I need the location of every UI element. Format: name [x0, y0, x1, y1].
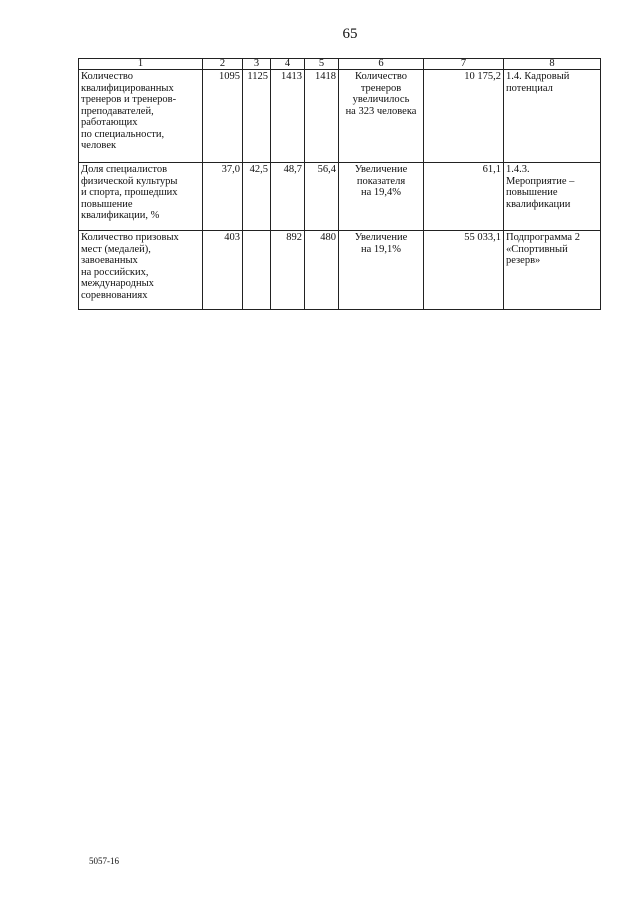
change-line: увеличилось: [352, 94, 410, 105]
indicator-line: работающих: [81, 117, 138, 128]
change-line: тренеров: [360, 82, 402, 94]
indicator-line: Количество: [81, 71, 134, 82]
value-cell: 48,7: [271, 163, 305, 231]
indicator-line: преподавателей,: [81, 105, 154, 117]
column-header: 3: [243, 59, 271, 70]
change-line: на 19,4%: [360, 187, 402, 198]
column-header: 7: [424, 59, 504, 70]
table-row: [79, 231, 601, 310]
program-line: «Спортивный: [506, 243, 568, 255]
indicator-cell: [79, 163, 203, 231]
program-line: 1.4.3.: [506, 164, 530, 175]
value-cell: 42,5: [243, 163, 271, 231]
program-line: резерв»: [506, 255, 541, 266]
column-header: 5: [305, 59, 339, 70]
program-cell: [504, 70, 601, 163]
change-line: на 323 человека: [345, 105, 417, 117]
indicator-line: по специальности,: [81, 128, 165, 140]
indicator-line: физической культуры: [81, 175, 178, 187]
program-line: 1.4. Кадровый: [506, 71, 570, 82]
indicator-line: мест (медалей),: [81, 243, 151, 255]
cost-cell: 10 175,2: [424, 70, 504, 163]
indicator-line: Доля специалистов: [81, 164, 168, 175]
change-line: Количество: [354, 71, 408, 82]
column-header: 1: [79, 59, 203, 70]
change-line: показателя: [356, 175, 406, 187]
document-code: 5057-16: [89, 856, 119, 866]
program-cell: [504, 231, 601, 310]
value-cell: 1095: [203, 70, 243, 163]
program-line: повышение: [506, 187, 558, 198]
table-row: [79, 163, 601, 231]
value-cell: 56,4: [305, 163, 339, 231]
indicator-line: квалификации, %: [81, 210, 160, 221]
column-header: 4: [271, 59, 305, 70]
cost-cell: 61,1: [424, 163, 504, 231]
change-cell: [339, 231, 424, 310]
value-cell: 892: [271, 231, 305, 310]
table-row: [79, 70, 601, 163]
indicator-line: тренеров и тренеров-: [81, 94, 177, 105]
column-header: 8: [504, 59, 601, 70]
program-line: Мероприятие –: [506, 175, 575, 187]
indicator-cell: [79, 231, 203, 310]
value-cell: 1413: [271, 70, 305, 163]
indicator-line: повышение: [81, 198, 133, 210]
indicators-table: [78, 58, 601, 310]
page-number: 65: [342, 26, 358, 42]
program-line: квалификации: [506, 198, 571, 210]
value-cell: 1418: [305, 70, 339, 163]
indicator-line: завоеванных: [81, 255, 138, 266]
change-line: на 19,1%: [360, 243, 402, 255]
change-line: Увеличение: [354, 164, 408, 175]
indicator-cell: [79, 70, 203, 163]
program-cell: [504, 163, 601, 231]
indicator-line: квалифицированных: [81, 82, 174, 94]
column-header: 6: [339, 59, 424, 70]
indicator-line: человек: [81, 140, 117, 151]
change-cell: [339, 70, 424, 163]
value-cell: 1125: [243, 70, 271, 163]
indicator-line: и спорта, прошедших: [81, 187, 178, 198]
change-line: Увеличение: [354, 232, 408, 243]
value-cell: 37,0: [203, 163, 243, 231]
program-line: потенциал: [506, 82, 553, 94]
change-cell: [339, 163, 424, 231]
indicator-line: соревнованиях: [81, 289, 148, 301]
indicator-line: международных: [81, 278, 154, 289]
header-row: [79, 59, 601, 70]
value-cell: 403: [203, 231, 243, 310]
indicator-line: Количество призовых: [81, 232, 179, 243]
value-cell: [243, 231, 271, 310]
cost-cell: 55 033,1: [424, 231, 504, 310]
indicator-line: на российских,: [81, 266, 149, 278]
value-cell: 480: [305, 231, 339, 310]
column-header: 2: [203, 59, 243, 70]
program-line: Подпрограмма 2: [506, 232, 580, 243]
